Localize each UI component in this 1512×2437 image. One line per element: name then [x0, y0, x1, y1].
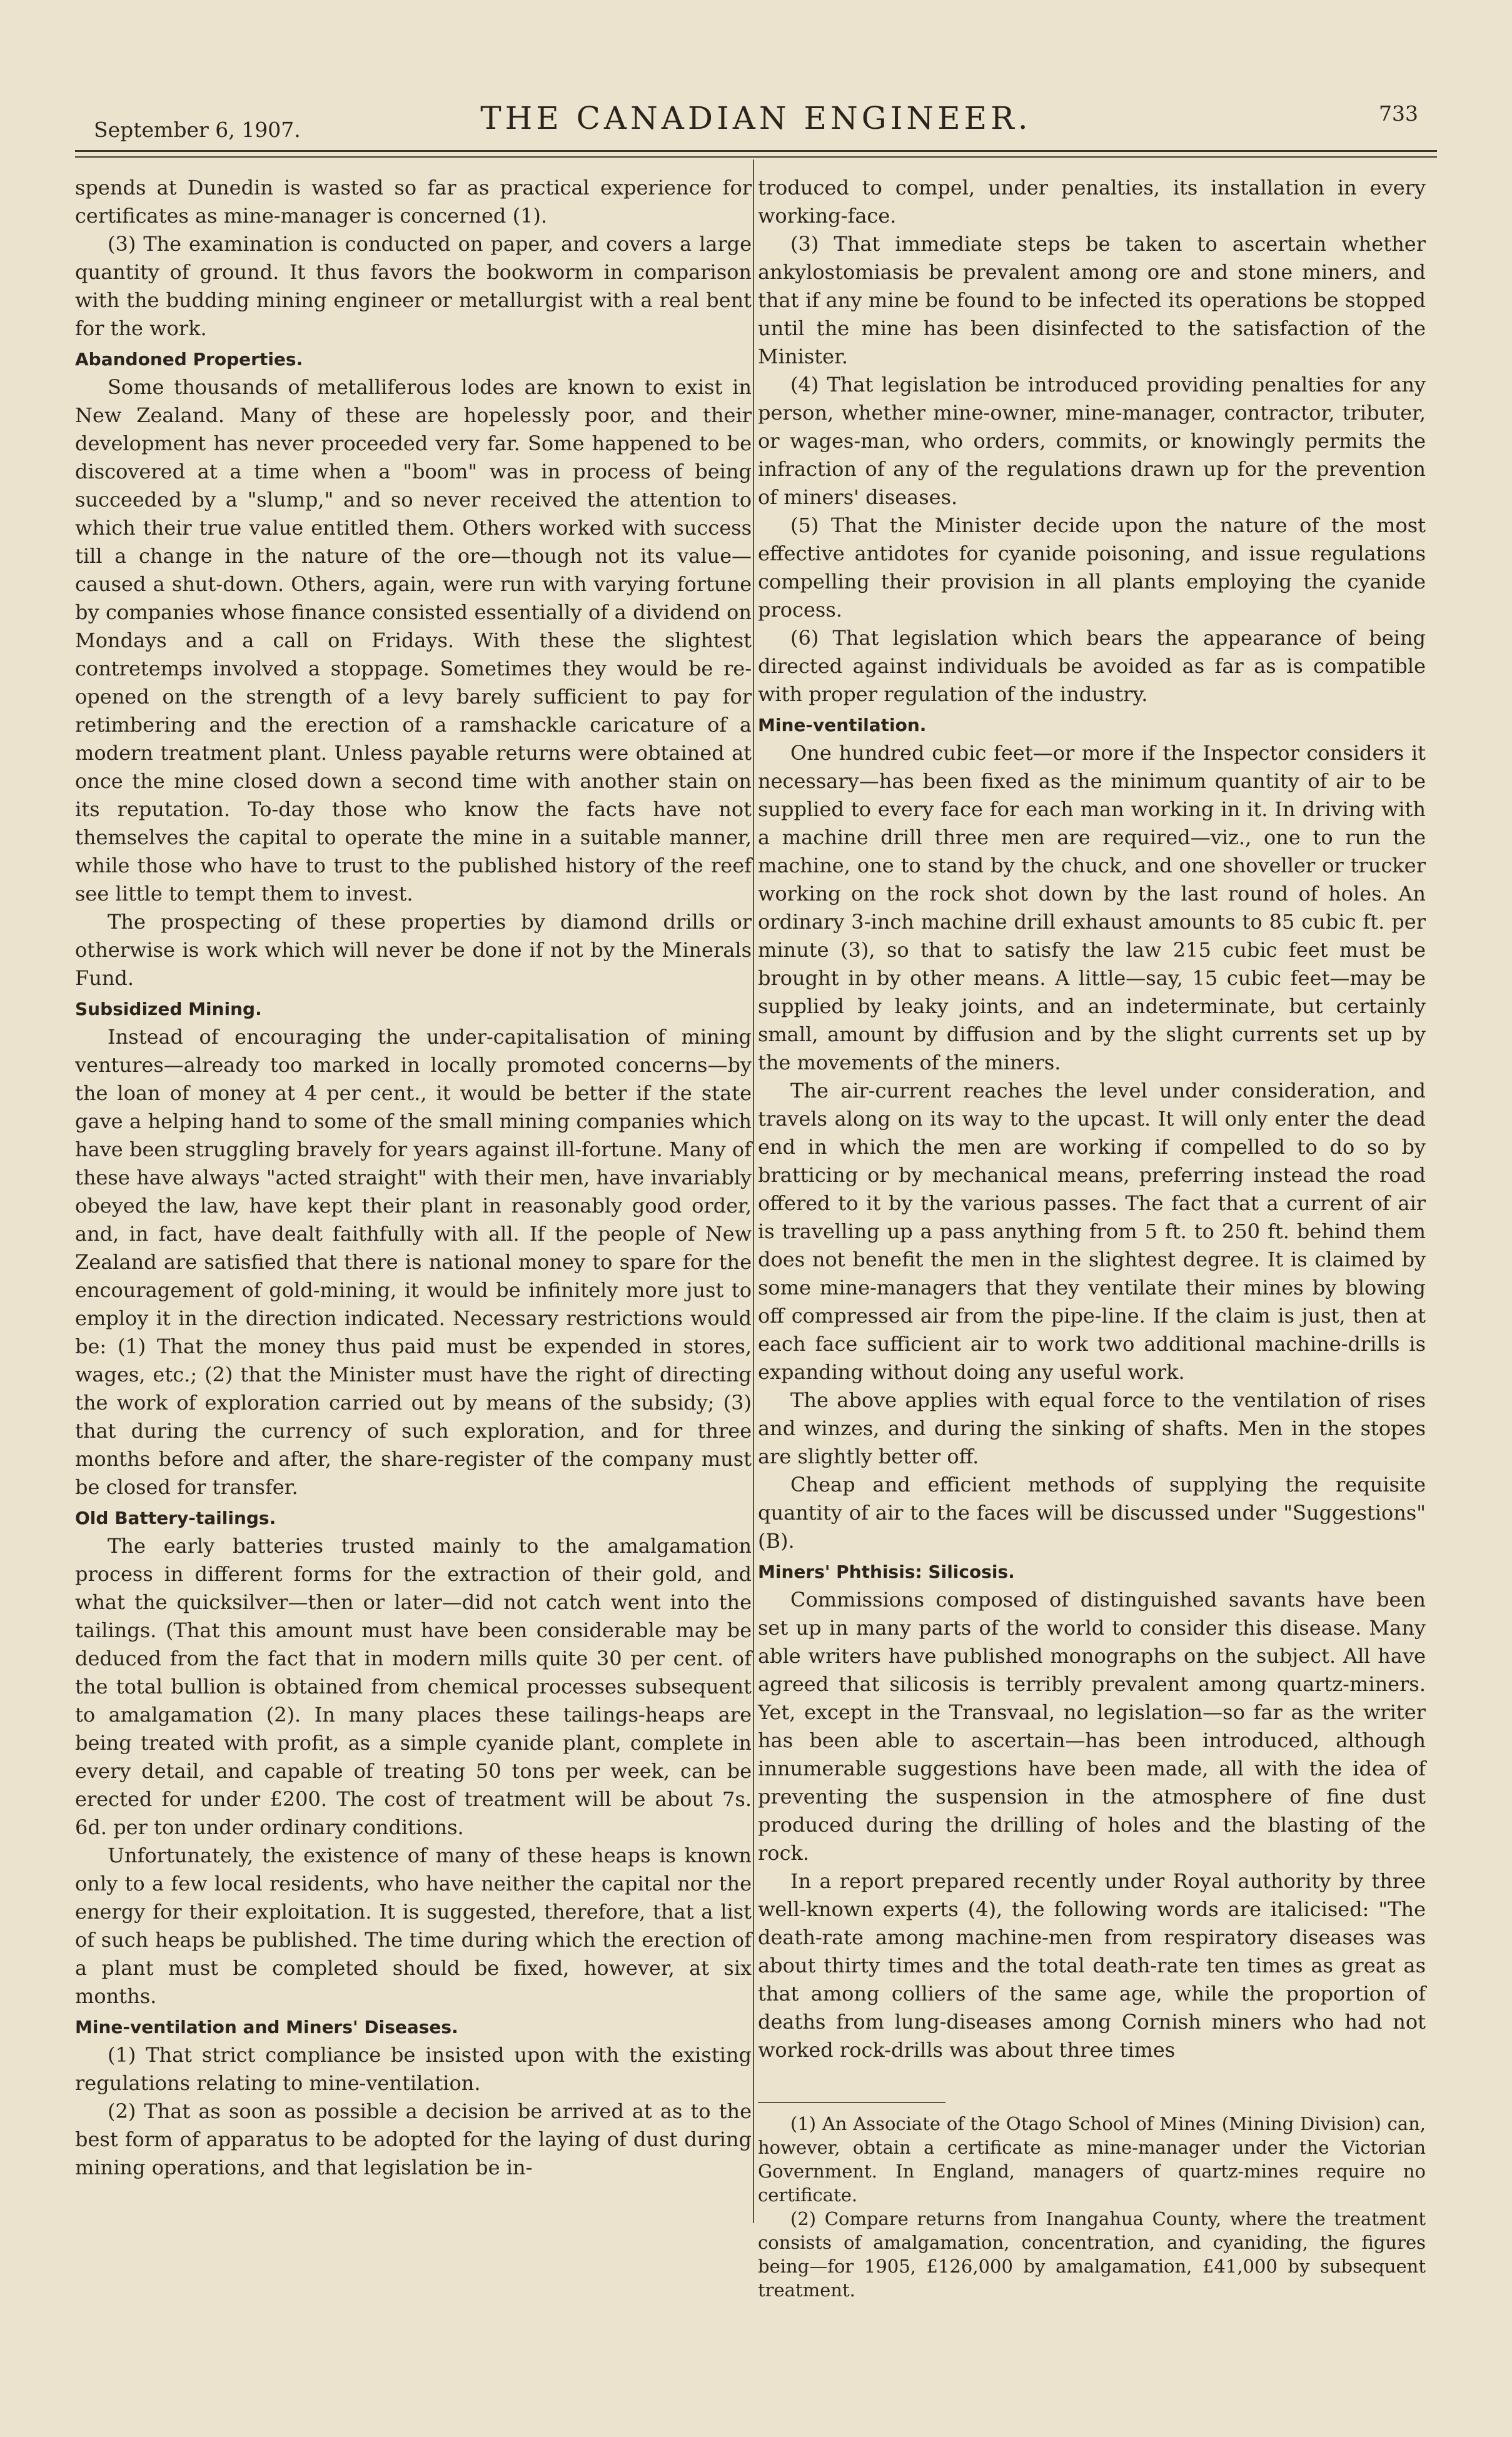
- section-heading: Miners' Phthisis: Silicosis.: [758, 1562, 1015, 1582]
- right-column: [758, 174, 1426, 2302]
- section-heading: Mine-ventilation and Miners' Diseases.: [75, 2017, 458, 2037]
- right-column-body: [758, 174, 1426, 2064]
- paragraph: Cheap and efficient methods of supplying the requisite quantity of air to the faces will be discussed under "Suggestions" (B).: [758, 1473, 1426, 1553]
- page-header: [94, 94, 1418, 142]
- section-heading: Old Battery-tailings.: [75, 1508, 276, 1528]
- column-divider: [753, 159, 754, 2223]
- paragraph: (5) That the Minister decide upon the nature of the most effective antidotes for cyanide poisoning, and issue regulations compelling their provision in all plants employing the cyanide process.: [758, 513, 1426, 622]
- paragraph: In a report prepared recently under Royal authority by three well-known experts (4), the following words are italicised: "The death-rate among machine-men from respiratory diseases was about thirty times and the total death-rate ten times as great as that among colliers of the same age, while the proportion of deaths from lung-diseases among Cornish miners who had not worked rock-drills was about three times: [758, 1869, 1426, 2062]
- section-heading: Abandoned Properties.: [75, 349, 303, 370]
- paragraph: troduced to compel, under penalties, its installation in every working-face.: [758, 176, 1426, 228]
- left-column: [75, 174, 752, 2182]
- section-heading: Mine-ventilation.: [758, 715, 927, 735]
- issue-date: September 6, 1907.: [94, 118, 301, 142]
- footnote: (2) Compare returns from Inangahua County, where the treatment consists of amalgamation, concentration, and cyaniding, the figures being—for 1905, £126,000 by amalgamation, £41,000 by subsequent treatment.: [758, 2208, 1426, 2301]
- paragraph: (6) That legislation which bears the appearance of being directed against individuals be avoided as far as is compatible with proper regulation of the industry.: [758, 626, 1426, 706]
- footnote-rule: [758, 2102, 945, 2103]
- paragraph: Instead of encouraging the under-capitalisation of mining ventures—already too marked in locally promoted concerns—by the loan of money at 4 per cent., it would be better if the state gave a helping hand to some of the small mining companies which have been struggling bravely for years against ill-fortune. Many of these have always "acted straight" with their men, have invariably obeyed the law, have kept their plant in reasonably good order, and, in fact, have dealt faithfully with all. If the people of New Zealand are satisfied that there is national money to spare for the encouragement of gold-mining, it would be infinitely more just to employ it in the direction indicated. Necessary restrictions would be: (1) That the money thus paid must be expended in stores, wages, etc.; (2) that the Minister must have the right of directing the work of exploration carried out by means of the subsidy; (3) that during the currency of such exploration, and for three months before and after, the share-register of the company must be closed for transfer.: [75, 1025, 752, 1499]
- footnote: (1) An Associate of the Otago School of Mines (Mining Division) can, however, obtain a certificate as mine-manager under the Victorian Government. In England, managers of quartz-mines require no certificate.: [758, 2113, 1426, 2206]
- paragraph: One hundred cubic feet—or more if the Inspector considers it necessary—has been fixed as the minimum quantity of air to be supplied to every face for each man working in it. In driving with a machine drill three men are required—viz., one to run the machine, one to stand by the chuck, and one shoveller or trucker working on the rock shot down by the last round of holes. An ordinary 3-inch machine drill exhaust amounts to 85 cubic ft. per minute (3), so that to satisfy the law 215 cubic feet must be brought in by other means. A little—say, 15 cubic feet—may be supplied by leaky joints, and an indeterminate, but certainly small, amount by diffusion and by the slight currents set up by the movements of the miners.: [758, 741, 1426, 1074]
- paragraph: (3) That immediate steps be taken to ascertain whether ankylostomiasis be prevalent among ore and stone miners, and that if any mine be found to be infected its operations be stopped until the mine has been disinfected to the satisfaction of the Minister.: [758, 232, 1426, 368]
- footnotes: [758, 2112, 1426, 2302]
- paragraph: (2) That as soon as possible a decision be arrived at as to the best form of apparatus to be adopted for the laying of dust during mining operations, and that legislation be in-: [75, 2099, 752, 2179]
- paragraph: The early batteries trusted mainly to the amalgamation process in different forms for the extraction of their gold, and what the quicksilver—then or later—did not catch went into the tailings. (That this amount must have been considerable may be deduced from the fact that in modern mills quite 30 per cent. of the total bullion is obtained from chemical processes subsequent to amalgamation (2). In many places these tailings-heaps are being treated with profit, as a simple cyanide plant, complete in every detail, and capable of treating 50 tons per week, can be erected for under £200. The cost of treatment will be about 7s. 6d. per ton under ordinary conditions.: [75, 1534, 752, 1839]
- paragraph: (1) That strict compliance be insisted upon with the existing regulations relating to mine-ventilation.: [75, 2043, 752, 2095]
- section-heading: Subsidized Mining.: [75, 999, 262, 1019]
- page-number: 733: [1379, 101, 1418, 126]
- paragraph: Commissions composed of distinguished savants have been set up in many parts of the world to consider this disease. Many able writers have published monographs on the subject. All have agreed that silicosis is terribly prevalent among quartz-miners. Yet, except in the Transvaal, no legislation—so far as the writer has been able to ascertain—has been introduced, although innumerable suggestions have been made, all with the idea of preventing the suspension in the atmosphere of fine dust produced during the drilling of holes and the blasting of the rock.: [758, 1588, 1426, 1865]
- header-rule: [75, 150, 1437, 152]
- publication-title: THE CANADIAN ENGINEER.: [480, 100, 1032, 136]
- paragraph: The air-current reaches the level under consideration, and travels along on its way to the upcast. It will only enter the dead end in which the men are working if compelled to do so by bratticing or by mechanical means, preferring instead the road offered to it by the various passes. The fact that a current of air is travelling up a pass anything from 5 ft. to 250 ft. behind them does not benefit the men in the slightest degree. It is claimed by some mine-managers that they ventilate their mines by blowing off compressed air from the pipe-line. If the claim is just, then at each face sufficient air to work two additional machine-drills is expanding without doing any useful work.: [758, 1079, 1426, 1384]
- paragraph: The prospecting of these properties by diamond drills or otherwise is work which will never be done if not by the Minerals Fund.: [75, 910, 752, 990]
- paragraph: (4) That legislation be introduced providing penalties for any person, whether mine-owner, mine-manager, contractor, tributer, or wages-man, who orders, commits, or knowingly permits the infraction of any of the regulations drawn up for the prevention of miners' diseases.: [758, 373, 1426, 509]
- paragraph: spends at Dunedin is wasted so far as practical experience for certificates as mine-manager is concerned (1).: [75, 176, 752, 228]
- paragraph: Unfortunately, the existence of many of these heaps is known only to a few local residents, who have neither the capital nor the energy for their exploitation. It is suggested, therefore, that a list of such heaps be published. The time during which the erection of a plant must be completed should be fixed, however, at six months.: [75, 1844, 752, 2008]
- header-rule-secondary: [75, 156, 1437, 158]
- paragraph: Some thousands of metalliferous lodes are known to exist in New Zealand. Many of these are hopelessly poor, and their development has never proceeded very far. Some happened to be discovered at a time when a "boom" was in process of being succeeded by a "slump," and so never received the attention to which their true value entitled them. Others worked with success till a change in the nature of the ore—though not its value—caused a shut-down. Others, again, were run with varying fortune by companies whose finance consisted essentially of a dividend on Mondays and a call on Fridays. With these the slightest contretemps involved a stoppage. Sometimes they would be re-opened on the strength of a levy barely sufficient to pay for retimbering and the erection of a ramshackle caricature of a modern treatment plant. Unless payable returns were obtained at once the mine closed down a second time with another stain on its reputation. To-day those who know the facts have not themselves the capital to operate the mine in a suitable manner, while those who have to trust to the published history of the reef see little to tempt them to invest.: [75, 375, 752, 906]
- paragraph: (3) The examination is conducted on paper, and covers a large quantity of ground. It thus favors the bookworm in comparison with the budding mining engineer or metallurgist with a real bent for the work.: [75, 232, 752, 340]
- paragraph: The above applies with equal force to the ventilation of rises and winzes, and during the sinking of shafts. Men in the stopes are slightly better off.: [758, 1388, 1426, 1468]
